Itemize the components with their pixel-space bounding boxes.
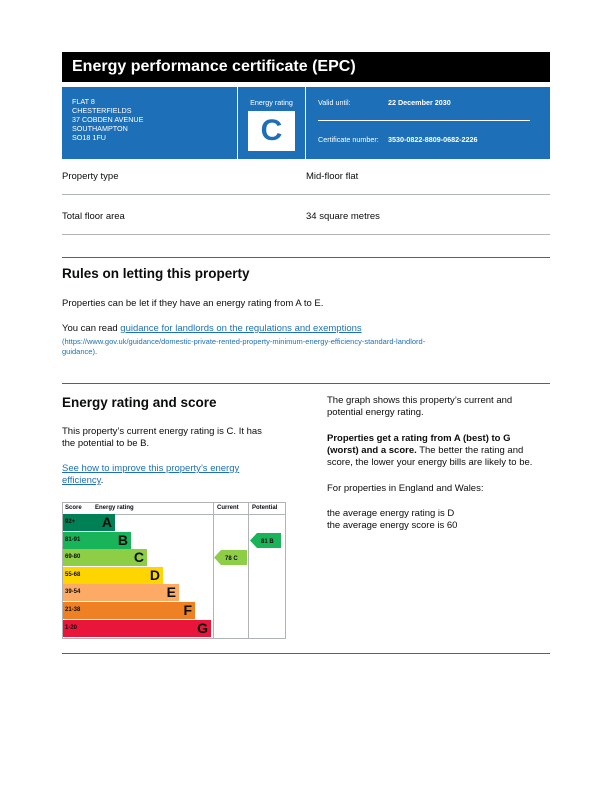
property-address: [72, 97, 143, 142]
current-rating-text: [62, 426, 262, 450]
url-line: (https://www.gov.uk/guidance/domestic-private-rented-property-minimum-energy-efficiency-standard-landlord-: [62, 337, 426, 346]
period: .: [100, 475, 104, 486]
text-line: score, the lower your energy bills are likely to be.: [327, 457, 533, 468]
band-score-label: 21-38: [65, 607, 81, 613]
address-line: CHESTERFIELDS: [72, 106, 132, 115]
energy-rating-panel: [237, 87, 306, 159]
band-score-cell: [63, 584, 89, 601]
rating-band-d: [89, 567, 163, 584]
potential-column-header: Potential: [252, 505, 278, 511]
text-bold: (worst) and a score.: [327, 445, 417, 456]
england-wales-label: For properties in England and Wales:: [327, 483, 484, 494]
band-score-label: 92+: [65, 519, 76, 525]
section-divider: [62, 257, 550, 258]
band-letter: E: [166, 584, 176, 601]
rating-band-e: [89, 584, 179, 601]
band-score-label: 1-20: [65, 624, 78, 631]
period: .: [94, 347, 98, 356]
energy-rating-label: Energy rating: [250, 98, 293, 107]
page-title: Energy performance certificate (EPC): [62, 52, 550, 82]
band-letter: A: [101, 514, 112, 530]
section-divider: [62, 653, 550, 654]
current-rating-arrow-label: 78 C: [225, 556, 238, 563]
text: The better the rating and: [416, 445, 524, 456]
improve-efficiency-link[interactable]: [62, 463, 239, 487]
rating-band-g: [89, 620, 211, 637]
divider: [248, 503, 249, 638]
address-line: 37 COBDEN AVENUE: [72, 115, 144, 124]
url-end: guidance): [62, 347, 95, 356]
certificate-summary-panel: [62, 87, 550, 159]
energy-rating-letter: C: [248, 111, 295, 151]
certificate-number-value: 3530-0822-8809-0682-2226: [388, 135, 478, 144]
divider: [62, 194, 550, 195]
valid-until-value: 22 December 2030: [388, 98, 451, 107]
band-score-cell: [63, 620, 89, 637]
letting-paragraph: Properties can be let if they have an energy rating from A to E.: [62, 298, 324, 309]
band-score-cell: [63, 602, 89, 619]
certificate-number-label: Certificate number:: [318, 135, 379, 144]
property-type-label: Property type: [62, 171, 119, 182]
landlord-guidance-link[interactable]: guidance for landlords on the regulations and exemptions: [120, 323, 362, 334]
rating-band-c: [89, 549, 147, 566]
rating-explanation: [327, 433, 532, 469]
band-score-label: 81-91: [65, 536, 81, 543]
letting-guidance-paragraph: [62, 323, 550, 335]
text: You can read: [62, 323, 121, 334]
divider: [62, 234, 550, 235]
band-score-cell: [63, 514, 89, 531]
band-score-cell: [63, 532, 89, 549]
floor-area-label: Total floor area: [62, 211, 125, 222]
text-line: the potential to be B.: [62, 438, 150, 449]
potential-rating-arrow-label: 81 B: [261, 538, 274, 545]
guidance-url[interactable]: [62, 337, 550, 357]
band-letter: D: [149, 566, 160, 583]
link-line[interactable]: See how to improve this property’s energy: [62, 463, 240, 474]
band-score-cell: [63, 549, 89, 566]
address-line: FLAT 8: [72, 97, 95, 106]
url-line: [62, 347, 550, 357]
text-line: This property’s current energy rating is C. It has: [62, 426, 262, 437]
potential-rating-arrow: [250, 533, 281, 548]
property-type-value: Mid-floor flat: [306, 171, 359, 182]
rating-band-b: [89, 532, 131, 549]
section-divider: [62, 383, 550, 384]
rating-band-a: [89, 514, 115, 531]
band-letter: B: [117, 531, 128, 548]
floor-area-value: 34 square metres: [306, 211, 380, 222]
rating-band-f: [89, 602, 195, 619]
link-line[interactable]: efficiency: [62, 475, 101, 486]
band-letter: C: [133, 549, 144, 566]
band-score-label: 55-68: [65, 571, 81, 578]
average-rating-line: the average energy rating is D: [327, 508, 455, 519]
average-ratings: [327, 508, 457, 532]
band-score-label: 39-54: [65, 589, 81, 596]
energy-rating-chart: [62, 502, 286, 639]
letting-heading: Rules on letting this property: [62, 266, 250, 281]
band-score-cell: [63, 567, 89, 584]
current-column-header: Current: [217, 505, 239, 511]
average-score-line: the average energy score is 60: [327, 520, 458, 531]
address-line: SOUTHAMPTON: [72, 124, 128, 133]
valid-until-label: Valid until:: [318, 98, 351, 107]
score-column-header: Score: [65, 505, 82, 511]
divider: [213, 503, 214, 638]
text-line: The graph shows this property’s current and: [327, 395, 513, 406]
address-line: SO18 1FU: [72, 133, 106, 142]
rating-column-header: Energy rating: [95, 505, 134, 511]
text-line: potential energy rating.: [327, 407, 424, 418]
graph-description: [327, 395, 512, 419]
text-line: Properties get a rating from A (best) to G: [327, 433, 511, 444]
band-letter: F: [183, 602, 192, 618]
divider: [318, 120, 530, 121]
band-letter: G: [197, 619, 208, 636]
current-rating-arrow: [214, 550, 247, 565]
energy-rating-heading: Energy rating and score: [62, 395, 217, 410]
band-score-label: 69-80: [65, 554, 81, 561]
